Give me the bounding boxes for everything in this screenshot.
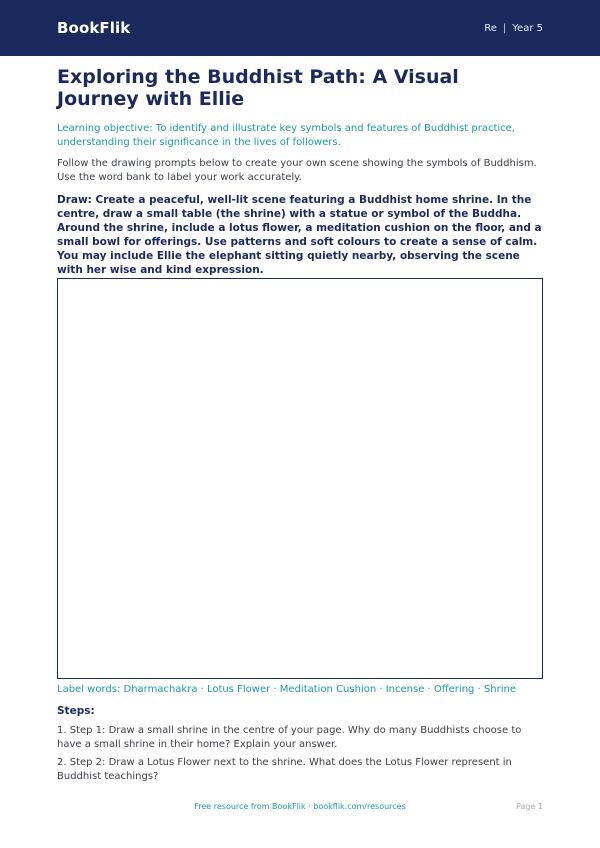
- intro-text: Follow the drawing prompts below to create your own scene showing the symbols of Buddhism. Use the word bank to label your work accurately.: [57, 158, 537, 183]
- subject-label: Re: [484, 22, 497, 34]
- subject-year: [484, 23, 543, 34]
- step-item: 1. Step 1: Draw a small shrine in the centre of your page. Why do many Buddhists choose to have a small shrine in their home? Explain your answer.: [57, 725, 522, 750]
- header-bar: [0, 0, 600, 56]
- drawing-area[interactable]: [57, 278, 543, 679]
- page-number: Page 1: [516, 802, 543, 811]
- meta-separator: |: [502, 22, 507, 34]
- word-bank: Label words: Dharmachakra · Lotus Flower · Meditation Cushion · Incense · Offering · Shrine: [57, 684, 516, 695]
- steps-list: [57, 724, 547, 788]
- year-label: Year 5: [512, 22, 543, 34]
- drawing-prompt: Draw: Create a peaceful, well-lit scene featuring a Buddhist home shrine. In the centre, draw a small table (the shrine) with a statue or symbol of the Buddha. Around the shrine, include a lotus flower, a meditation cushion on the floor, and a small bowl for offerings. Use patterns and soft colours to create a sense of calm. You may include Ellie the elephant sitting quietly nearby, observing the scene with her wise and kind expression.: [57, 194, 542, 276]
- step-item: 2. Step 2: Draw a Lotus Flower next to the shrine. What does the Lotus Flower represent in Buddhist teachings?: [57, 757, 512, 782]
- footer: [0, 802, 600, 814]
- brand-logo[interactable]: BookFlik: [57, 19, 131, 37]
- steps-heading: Steps:: [57, 705, 95, 717]
- page-title: Exploring the Buddhist Path: A Visual Journey with Ellie: [57, 66, 459, 110]
- footer-credit[interactable]: Free resource from BookFlik · bookflik.com/resources: [194, 802, 406, 811]
- learning-objective: Learning objective: To identify and illustrate key symbols and features of Buddhist practice, understanding their significance in the lives of followers.: [57, 123, 515, 148]
